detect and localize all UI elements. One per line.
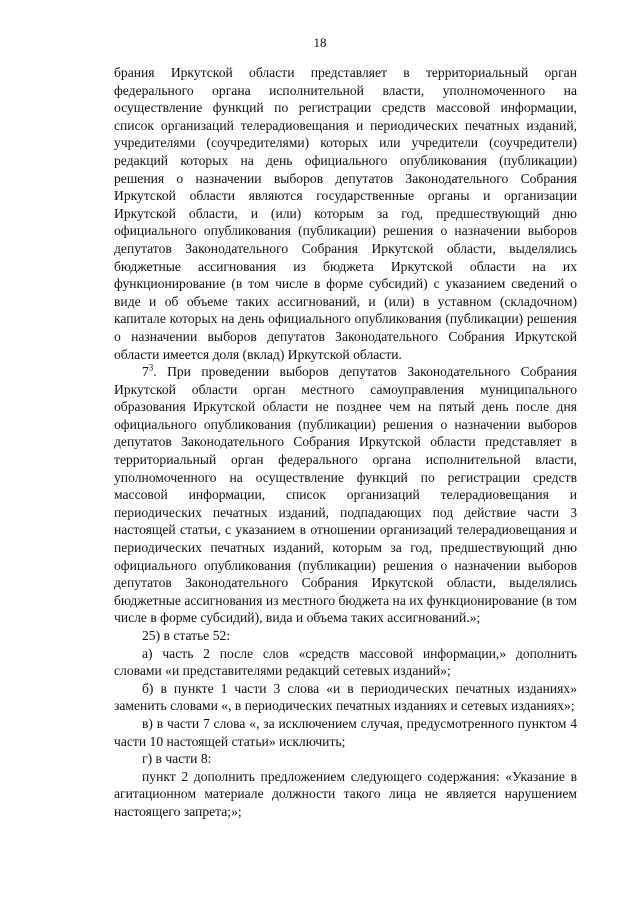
paragraph-text: б) в пункте 1 части 3 слова «и в периодических печатных изданиях» заменить словами «, в периодических печатных изданиях и сетевых изданиях»; — [114, 680, 577, 714]
paragraph-subitem-v — [114, 715, 577, 750]
paragraph-subitem-b — [114, 680, 577, 715]
paragraph-continuation — [114, 64, 577, 363]
page-number: 18 — [313, 35, 327, 50]
paragraph-item-7-3 — [114, 363, 577, 627]
paragraph-text: пункт 2 дополнить предложением следующего содержания: «Указание в агитационном материале должности такого лица не является нарушением настоящего запрета;»; — [114, 768, 577, 819]
paragraph-number-superscript: 3 — [148, 362, 154, 373]
paragraph-text: . При проведении выборов депутатов Законодательного Собрания Иркутской области орган местного самоуправления муниципального образования Иркутской области не позднее чем на пятый день после дня официального опубликования (публикации) решения о назначении выборов депутатов Законодательного Собрания Иркутской области представляет в территориальный орган федерального органа исполнительной власти, уполномоченного на осуществление функций по регистрации средств массовой информации, список организаций телерадиовещания и периодических печатных изданий, подпадающих под действие части 3 настоящей статьи, с указанием в отношении организаций телерадиовещания и периодических печатных изданий, которым за год, предшествующий дню официального опубликования (публикации) решения о назначении выборов депутатов Законодательного Собрания Иркутской области, выделялись бюджетные ассигнования из местного бюджета на их функционирование (в том числе в форме субсидий), вида и объема таких ассигнований.»; — [114, 364, 577, 626]
paragraph-text: 25) в статье 52: — [142, 628, 231, 643]
paragraph-text: в) в части 7 слова «, за исключением случая, предусмотренного пунктом 4 части 10 настоящей статьи» исключить; — [114, 715, 577, 749]
paragraph-point-2 — [114, 768, 577, 821]
paragraph-subitem-a — [114, 645, 577, 680]
paragraph-subitem-g — [114, 750, 577, 768]
paragraph-text: брания Иркутской области представляет в территориальный орган федерального органа исполнительной власти, уполномоченного на осуществление функций по регистрации средств массовой информации, список организаций телерадиовещания и периодических печатных изданий, учредителями (соучредителями) которых или учредители (соучредители) редакций которых на день официального опубликования (публикации) решения о назначении выборов депутатов Законодательного Собрания Иркутской области являются государственные органы и организации Иркутской области, и (или) которым за год, предшествующий дню официального опубликования (публикации) решения о назначении выборов депутатов Законодательного Собрания Иркутской области, выделялись бюджетные ассигнования из бюджета Иркутской области на их функционирование (в том числе в форме субсидий) с указанием сведений о виде и об объеме таких ассигнований, и (или) в уставном (складочном) капитале которых на день официального опубликования (публикации) решения о назначении выборов депутатов Законодательного Собрания Иркутской области имеется доля (вклад) Иркутской области. — [114, 65, 577, 362]
paragraph-text: а) часть 2 после слов «средств массовой информации,» дополнить словами «и представителями редакций сетевых изданий»; — [114, 645, 577, 679]
paragraph-text: г) в части 8: — [142, 751, 212, 767]
paragraph-item-25 — [114, 627, 577, 645]
paragraph-number: 7 — [142, 364, 149, 380]
document-body — [114, 64, 577, 821]
